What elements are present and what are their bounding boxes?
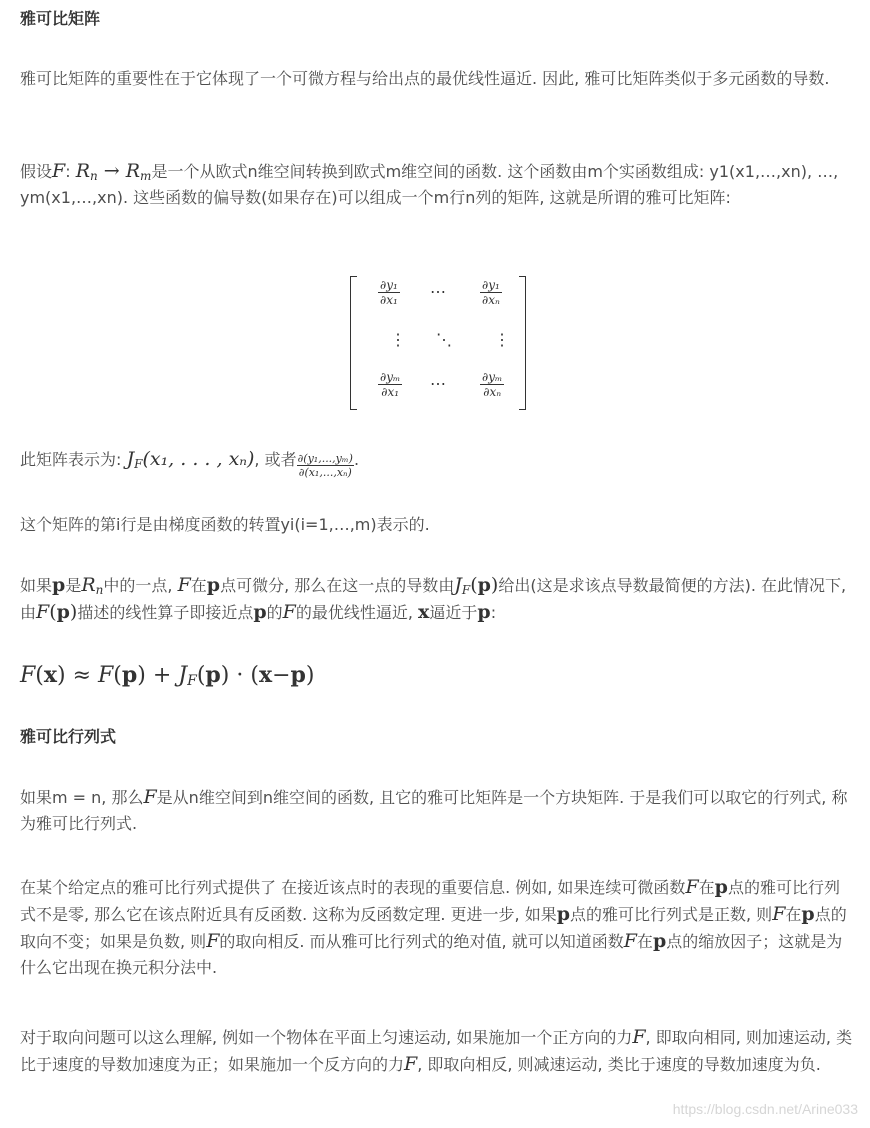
- math-F: F: [98, 663, 114, 688]
- text: 在: [636, 932, 653, 951]
- math-F: F: [404, 1053, 418, 1075]
- text: 如果: [20, 576, 53, 595]
- frac-den: ∂x₁: [380, 293, 398, 307]
- text: :: [65, 162, 76, 181]
- text: 在: [785, 905, 802, 924]
- text: , 或者: [254, 450, 297, 469]
- text: 点的雅可比行列式不是零, 那么它在该点附近具有反函数. 这称为反函数定理. 更进一步, 如果: [20, 878, 840, 924]
- hdots-bottom: ⋯: [430, 374, 446, 393]
- math-F: F: [623, 930, 637, 952]
- watermark: https://blog.csdn.net/Arine033: [672, 1101, 858, 1117]
- frac-num: ∂y₁: [380, 278, 398, 292]
- math-bold-p: p: [714, 876, 728, 898]
- jacobian-matrix: [350, 276, 526, 410]
- text: .: [353, 450, 360, 469]
- text: , 即取向相同, 则加速运动, 类比于速度的导数加速度为正；如果施加一个反方向的力: [20, 1028, 853, 1074]
- math-lparen: (: [113, 663, 122, 688]
- math-F: F: [36, 601, 50, 623]
- math-rparen: ): [56, 663, 66, 688]
- math-F: F: [282, 601, 296, 623]
- math-bold-p: p: [477, 574, 491, 596]
- paragraph-gradient: 这个矩阵的第i行是由梯度函数的转置yi(i=1,…,m)表示的.: [20, 515, 430, 534]
- math-minus: −: [272, 663, 291, 688]
- text: 点可微分, 那么在这一点的导数由: [220, 576, 455, 595]
- text: 是一个从欧式n维空间转换到欧式m维空间的函数. 这个函数由m个实函数组成: y1(x1,…,xn), …, ym(x1,…,xn). 这些函数的偏导数(如果存在)可以组成一个m行n列的矩阵, 这就是所谓的雅可比矩阵:: [20, 162, 839, 207]
- math-J: J: [126, 448, 135, 470]
- section-title-jacobian-matrix: 雅可比矩阵: [20, 9, 101, 28]
- math-lparen: (: [250, 663, 259, 688]
- paragraph-square-matrix: [20, 784, 855, 837]
- math-sub-m: m: [140, 169, 152, 183]
- hdots-top: ⋯: [430, 282, 446, 301]
- math-bold-x: x: [258, 662, 273, 688]
- matrix-cell-bottom-left: [378, 370, 402, 399]
- matrix-cell-top-right: [480, 278, 502, 307]
- math-bold-x: x: [43, 662, 57, 688]
- frac-num: ∂(y₁,...,yₘ): [297, 452, 353, 465]
- math-bold-p: p: [801, 903, 815, 925]
- text: 描述的线性算子即接近点: [77, 603, 254, 622]
- text: 给出(这是求该点导数最简便的方法). 在此情况下, 由: [20, 576, 847, 622]
- math-F: F: [143, 786, 157, 808]
- text: 点的雅可比行列式是正数, 则: [570, 905, 773, 924]
- math-lparen: (: [35, 663, 44, 688]
- math-bold-x: x: [418, 601, 430, 623]
- math-sub-n: n: [90, 169, 98, 183]
- text: 是从n维空间到n维空间的函数, 且它的雅可比矩阵是一个方块矩阵. 于是我们可以取它的行列式, 称为雅可比行列式.: [20, 788, 848, 833]
- text: 在: [190, 576, 207, 595]
- math-rparen: ): [69, 601, 78, 623]
- math-sub-F: F: [187, 673, 197, 689]
- matrix-cell-bottom-right: [480, 370, 504, 399]
- frac-den: ∂x₁: [378, 384, 402, 399]
- frac-den: ∂(x₁,...,xₙ): [297, 465, 354, 479]
- paragraph-determinant-info: [20, 874, 855, 981]
- text: 中的一点,: [103, 576, 178, 595]
- text: 在: [698, 878, 715, 897]
- math-R: R: [75, 160, 90, 182]
- section-title-jacobian-determinant: 雅可比行列式: [20, 727, 117, 746]
- text: 逼近于: [429, 603, 478, 622]
- text: 的最优线性逼近,: [295, 603, 419, 622]
- paragraph-derivative: [20, 572, 855, 626]
- frac-den: ∂xₙ: [482, 293, 500, 307]
- math-lparen: (: [49, 601, 57, 623]
- math-bold-p: p: [121, 662, 138, 688]
- math-F: F: [20, 663, 36, 688]
- math-bold-p: p: [52, 574, 66, 596]
- math-plus: +: [145, 663, 179, 688]
- right-bracket: [519, 276, 526, 410]
- math-bold-p: p: [206, 574, 221, 596]
- frac-num: ∂yₘ: [380, 370, 401, 384]
- math-bold-p: p: [290, 662, 306, 688]
- math-bold-p: p: [56, 601, 70, 623]
- math-inline-fraction: [297, 452, 354, 479]
- math-rparen: ): [220, 663, 230, 688]
- math-F: F: [632, 1026, 646, 1048]
- math-lparen: (: [470, 574, 478, 596]
- math-rparen: ): [137, 663, 146, 688]
- math-args: (x₁, . . . , xₙ): [142, 448, 255, 470]
- frac-num: ∂y₁: [482, 278, 500, 292]
- text: 如果m = n, 那么: [20, 788, 144, 807]
- text: 在某个给定点的雅可比行列式提供了 在接近该点时的表现的重要信息. 例如, 如果连续可微函数: [20, 878, 686, 897]
- frac-den: ∂xₙ: [480, 384, 504, 399]
- math-J: J: [454, 574, 462, 596]
- text: 假设: [20, 162, 53, 181]
- ddots: ⋱: [436, 330, 452, 349]
- math-arrow: →: [97, 160, 126, 182]
- math-J: J: [178, 663, 188, 688]
- text: 是: [65, 576, 82, 595]
- math-F: F: [177, 574, 191, 596]
- text: , 即取向相反, 则减速运动, 类比于速度的导数加速度为负.: [417, 1055, 821, 1074]
- formula-linear-approximation: [20, 660, 855, 691]
- text: 对于取向问题可以这么理解, 例如一个物体在平面上匀速运动, 如果施加一个正方向的力: [20, 1028, 633, 1047]
- vdots-right: ⋮: [494, 330, 510, 349]
- text: 点的缩放因子；这就是为什么它出现在换元积分法中.: [20, 932, 843, 977]
- frac-num: ∂yₘ: [482, 370, 503, 384]
- math-dot: ·: [229, 663, 251, 688]
- paragraph-intro: 雅可比矩阵的重要性在于它体现了一个可微方程与给出点的最优线性逼近. 因此, 雅可比矩阵类似于多元函数的导数.: [20, 69, 830, 88]
- math-approx: ≈: [65, 663, 98, 688]
- text: :: [490, 603, 497, 622]
- math-sub-F: F: [461, 583, 471, 597]
- paragraph-definition: [20, 158, 855, 211]
- math-bold-p: p: [556, 903, 570, 925]
- math-F: F: [206, 930, 220, 952]
- math-R: R: [125, 160, 141, 182]
- matrix-cell-top-left: [378, 278, 400, 307]
- math-sub-F: F: [134, 457, 143, 471]
- math-F: F: [52, 160, 66, 182]
- math-rparen: ): [490, 574, 499, 596]
- text: 的取向相反. 而从雅可比行列式的绝对值, 就可以知道函数: [219, 932, 624, 951]
- math-bold-p: p: [205, 662, 221, 688]
- paragraph-orientation: [20, 1024, 855, 1078]
- text: 的: [266, 603, 283, 622]
- math-lparen: (: [196, 663, 206, 688]
- math-sub-n: n: [95, 583, 104, 597]
- math-F: F: [772, 903, 786, 925]
- math-R: R: [81, 574, 96, 596]
- text: 点的取向不变；如果是负数, 则: [20, 905, 847, 951]
- math-bold-p: p: [253, 601, 267, 623]
- math-F: F: [685, 876, 699, 898]
- math-rparen: ): [305, 663, 315, 688]
- left-bracket: [350, 276, 357, 410]
- vdots-left: ⋮: [390, 330, 406, 349]
- math-bold-p: p: [652, 930, 667, 952]
- math-bold-p: p: [477, 601, 491, 623]
- paragraph-notation: [20, 446, 855, 479]
- text: 此矩阵表示为:: [20, 450, 127, 469]
